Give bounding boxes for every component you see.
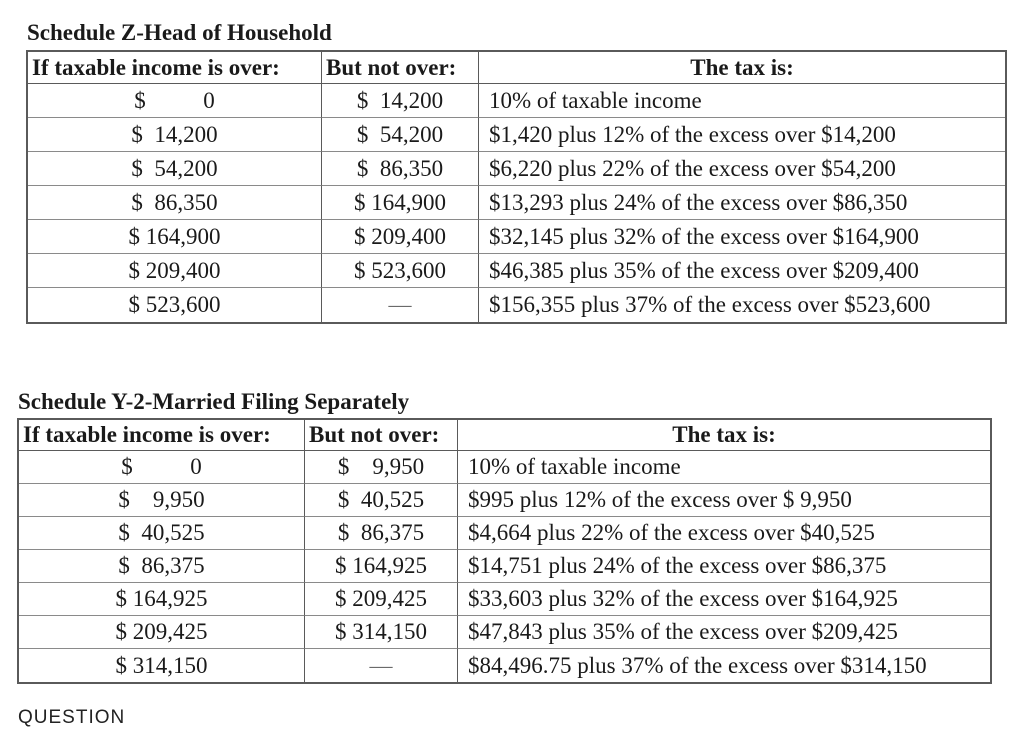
income-over-cell: $ 86,375	[19, 550, 305, 583]
not-over-cell: $ 86,350	[322, 152, 479, 186]
income-over-cell: $ 0	[28, 84, 322, 118]
header-tax-is: The tax is:	[458, 420, 990, 451]
not-over-cell: $ 14,200	[322, 84, 479, 118]
tax-cell: $47,843 plus 35% of the excess over $209,425	[458, 616, 990, 649]
table-header-row	[28, 52, 1005, 84]
header-tax-is: The tax is:	[479, 52, 1005, 84]
not-over-cell: $ 54,200	[322, 118, 479, 152]
income-over-cell: $ 164,925	[19, 583, 305, 616]
income-over-cell: $ 54,200	[28, 152, 322, 186]
table-row	[28, 152, 1005, 186]
schedule-y2-table	[17, 418, 992, 684]
tax-cell: $6,220 plus 22% of the excess over $54,200	[479, 152, 1005, 186]
not-over-cell: $ 164,900	[322, 186, 479, 220]
income-over-cell: $ 0	[19, 451, 305, 484]
header-not-over: But not over:	[305, 420, 458, 451]
tax-cell: $46,385 plus 35% of the excess over $209,400	[479, 254, 1005, 288]
table-row	[28, 220, 1005, 254]
schedule-z-table	[26, 50, 1007, 324]
table-row	[28, 254, 1005, 288]
table-row	[19, 517, 990, 550]
tax-cell: $33,603 plus 32% of the excess over $164,925	[458, 583, 990, 616]
tax-cell: $156,355 plus 37% of the excess over $523,600	[489, 292, 931, 317]
not-over-cell: $ 314,150	[305, 616, 458, 649]
table-row	[19, 583, 990, 616]
tax-cell: $1,420 plus 12% of the excess over $14,200	[479, 118, 1005, 152]
income-over-cell: $ 40,525	[19, 517, 305, 550]
income-over-cell: $ 523,600	[28, 288, 322, 322]
tax-cell: $4,664 plus 22% of the excess over $40,525	[458, 517, 990, 550]
table-row	[28, 186, 1005, 220]
schedule-z-title: Schedule Z-Head of Household	[27, 20, 332, 45]
question-heading: QUESTION	[18, 707, 126, 728]
schedule-y2-title: Schedule Y-2-Married Filing Separately	[18, 389, 410, 414]
income-over-cell: $ 209,400	[28, 254, 322, 288]
table-row	[19, 451, 990, 484]
table-row	[19, 616, 990, 649]
tax-cell: $32,145 plus 32% of the excess over $164,900	[479, 220, 1005, 254]
table-row	[28, 84, 1005, 118]
tax-cell: $14,751 plus 24% of the excess over $86,375	[458, 550, 990, 583]
schedule-y2-section	[17, 389, 992, 684]
not-over-cell: $ 209,400	[322, 220, 479, 254]
table-header-row	[19, 420, 990, 451]
not-over-cell: $ 40,525	[305, 484, 458, 517]
income-over-cell: $ 9,950	[19, 484, 305, 517]
not-over-cell: $ 86,375	[305, 517, 458, 550]
header-not-over: But not over:	[322, 52, 479, 84]
table-row	[28, 118, 1005, 152]
tax-cell: $13,293 plus 24% of the excess over $86,350	[479, 186, 1005, 220]
table-row	[19, 550, 990, 583]
tax-cell: 10% of taxable income	[458, 451, 990, 484]
tax-cell: 10% of taxable income	[479, 84, 1005, 118]
schedule-z-section	[26, 20, 1007, 324]
table-row	[19, 484, 990, 517]
income-over-cell: $ 14,200	[28, 118, 322, 152]
not-over-cell: $ 9,950	[305, 451, 458, 484]
tax-cell: $995 plus 12% of the excess over $ 9,950	[458, 484, 990, 517]
not-over-cell: $ 209,425	[305, 583, 458, 616]
not-over-dash-cell: —	[322, 288, 479, 322]
table-row	[19, 649, 990, 682]
income-over-cell: $ 164,900	[28, 220, 322, 254]
not-over-cell: $ 164,925	[305, 550, 458, 583]
header-income-over: If taxable income is over:	[28, 52, 322, 84]
not-over-dash-cell: —	[305, 649, 458, 682]
income-over-cell: $ 86,350	[28, 186, 322, 220]
table-row	[28, 288, 1005, 322]
income-over-cell: $ 314,150	[19, 649, 305, 682]
income-over-cell: $ 209,425	[19, 616, 305, 649]
not-over-cell: $ 523,600	[322, 254, 479, 288]
header-income-over: If taxable income is over:	[19, 420, 305, 451]
tax-cell: $84,496.75 plus 37% of the excess over $314,150	[468, 652, 927, 678]
